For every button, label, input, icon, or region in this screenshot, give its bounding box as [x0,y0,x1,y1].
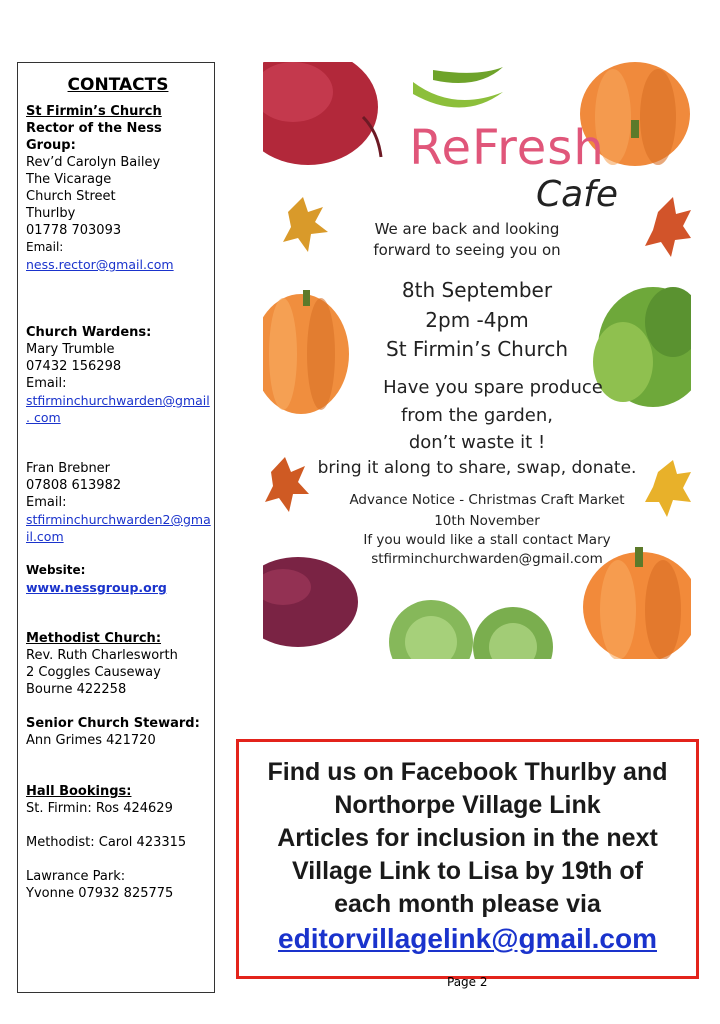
poster-notice-4: stfirminchurchwarden@gmail.com [371,551,603,567]
warden1-email-label: Email: [26,376,67,391]
warden1-name: Mary Trumble [26,342,115,357]
address-line: Thurlby [26,206,76,221]
address-line: Church Street [26,189,116,204]
rector-title-1: Rector of the Ness [26,121,162,136]
poster-title-refresh: ReFresh [409,120,605,176]
methodist-address: Bourne 422258 [26,682,127,697]
poster-intro-1: We are back and looking [374,220,560,238]
rector-title-2: Group: [26,138,76,153]
peapod-illustration [413,67,503,108]
warden2-email-link-cont[interactable]: il.com [26,529,64,544]
poster-notice-3: If you would like a stall contact Mary [363,532,611,548]
facebook-notice-box [236,739,699,979]
poster-spare-3: don’t waste it ! [408,432,546,453]
hall-booking: Yvonne 07932 825775 [26,886,174,901]
poster-spare-4: bring it along to share, swap, donate. [317,458,637,478]
website-label: Website: [26,563,86,577]
facebook-line-3: Articles for inclusion in the next [277,824,658,852]
poster-intro-2: forward to seeing you on [373,241,561,259]
poster-spare-2: from the garden, [400,405,554,426]
warden1-email-link-cont[interactable]: . com [26,410,61,425]
address-line: The Vicarage [26,172,112,187]
methodist-minister: Rev. Ruth Charlesworth [26,648,178,663]
facebook-line-2: Northorpe Village Link [334,791,601,819]
warden2-name: Fran Brebner [26,461,111,476]
methodist-address: 2 Coggles Causeway [26,665,161,680]
poster-spare-1: Have you spare produce [383,377,603,398]
methodist-heading: Methodist Church: [26,631,162,646]
wardens-heading: Church Wardens: [26,325,152,340]
warden1-phone: 07432 156298 [26,359,122,374]
steward-heading: Senior Church Steward: [26,716,200,731]
facebook-line-1: Find us on Facebook Thurlby and [267,758,668,786]
email-label: Email: [26,240,64,254]
facebook-line-4: Village Link to Lisa by 19th of [291,857,643,885]
poster-notice-1: Advance Notice - Christmas Craft Market [349,492,625,508]
editor-email-link[interactable]: editorvillagelink@gmail.com [278,923,657,954]
warden2-email-label: Email: [26,495,67,510]
page-number: Page 2 [447,975,488,989]
contacts-panel [17,62,215,993]
warden1-email-link[interactable]: stfirminchurchwarden@gmail [26,393,210,408]
contacts-title: CONTACTS [67,75,169,95]
refresh-cafe-poster [263,62,691,659]
steward-contact: Ann Grimes 421720 [26,733,156,748]
church-heading: St Firmin’s Church [26,104,162,119]
facebook-line-5: each month please via [334,890,601,918]
rector-phone: 01778 703093 [26,223,122,238]
poster-time: 2pm -4pm [425,308,529,332]
hall-booking: Methodist: Carol 423315 [26,835,187,850]
poster-place: St Firmin’s Church [386,337,568,361]
rector-name: Rev’d Carolyn Bailey [26,155,161,170]
poster-date: 8th September [401,278,553,302]
poster-notice-2: 10th November [434,513,540,529]
warden2-email-link[interactable]: stfirminchurchwarden2@gma [26,512,211,527]
website-link[interactable]: www.nessgroup.org [26,580,167,595]
sprouts-illustration [389,600,553,659]
poster-title-cafe: Cafe [535,174,619,215]
warden2-phone: 07808 613982 [26,478,122,493]
rector-email-link[interactable]: ness.rector@gmail.com [26,257,174,272]
hall-booking: Lawrance Park: [26,869,126,884]
hall-heading: Hall Bookings: [26,784,132,799]
sweet-potato-illustration [263,557,358,647]
hall-booking: St. Firmin: Ros 424629 [26,801,173,816]
